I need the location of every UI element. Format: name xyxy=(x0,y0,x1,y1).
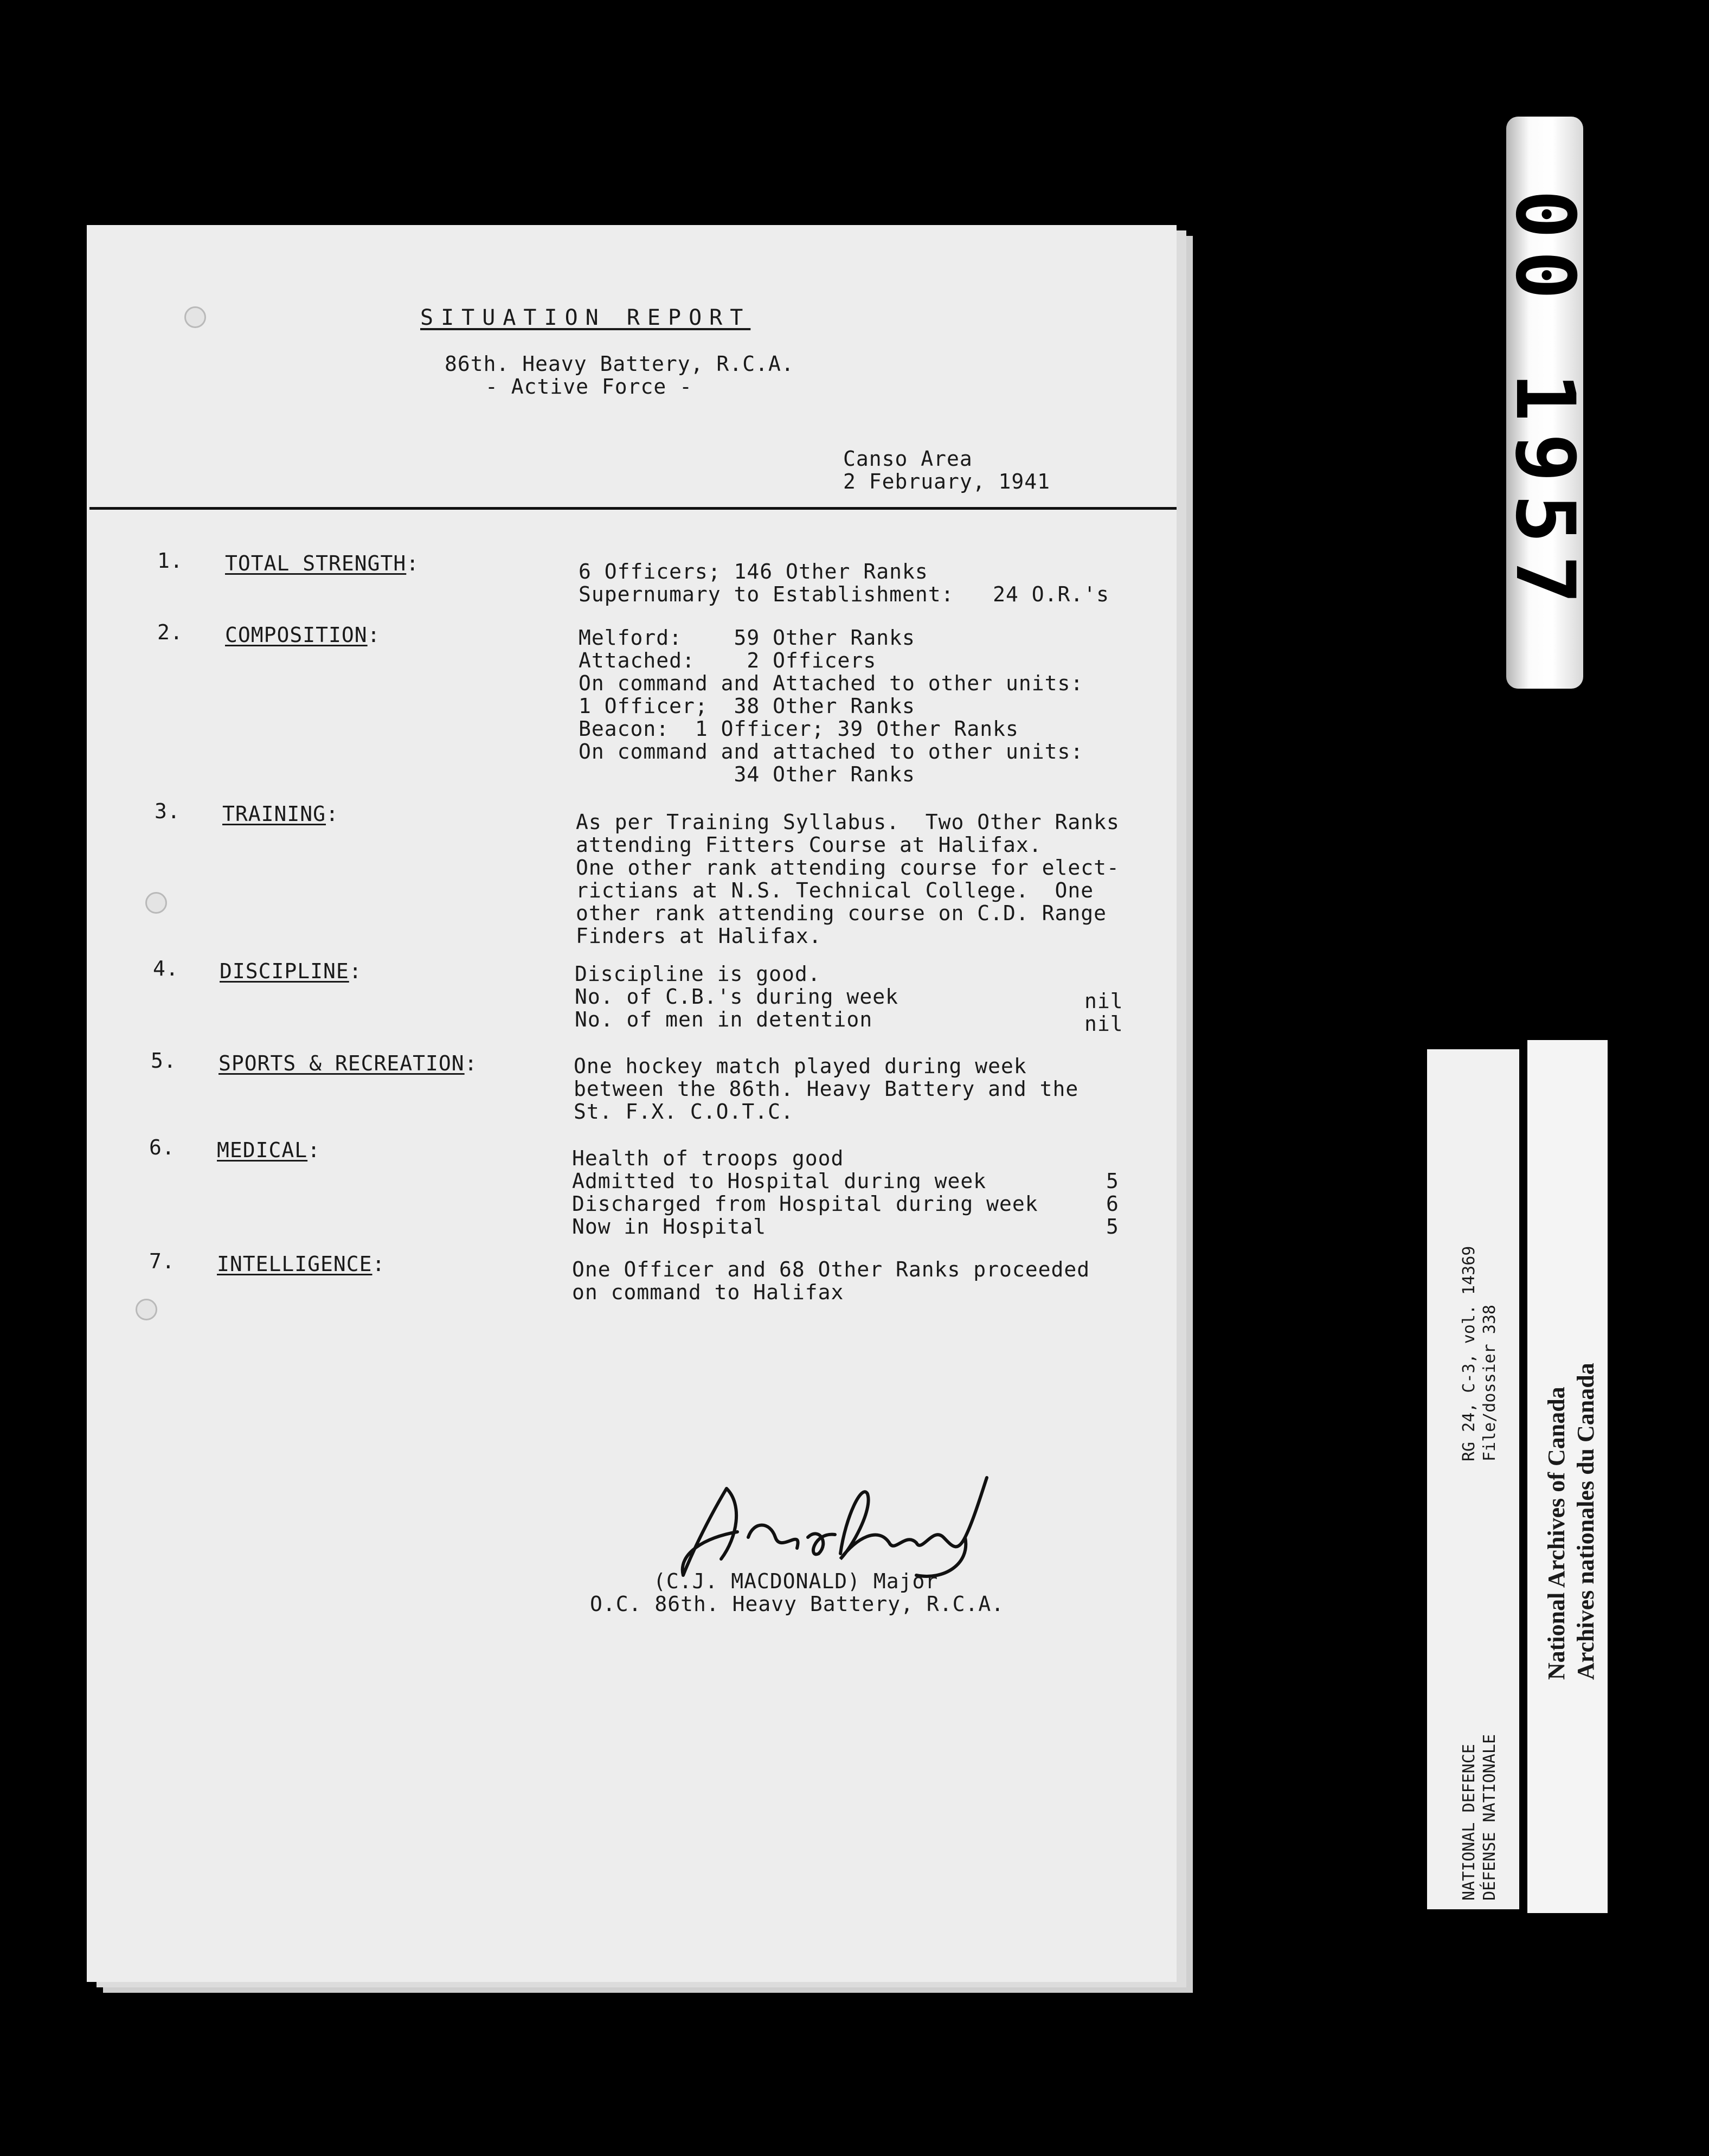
item-heading: SPORTS & RECREATION: xyxy=(219,1051,478,1075)
item-line: attending Fitters Course at Halifax. xyxy=(576,833,1042,857)
item-line: Supernumary to Establishment: 24 O.R.'s xyxy=(579,582,1109,606)
item-line: No. of C.B.'s during week xyxy=(575,985,898,1009)
item-number: 6. xyxy=(149,1135,175,1159)
frame-number-strip xyxy=(1498,117,1592,689)
heading-colon: : xyxy=(372,1252,386,1276)
item-line: Melford: 59 Other Ranks xyxy=(579,626,915,650)
document-page xyxy=(87,225,1177,1982)
item-value: nil xyxy=(1084,1012,1123,1036)
item-value: 5 xyxy=(1106,1215,1119,1239)
item-number: 5. xyxy=(151,1049,177,1073)
item-number: 1. xyxy=(157,549,183,573)
item-line: No. of men in detention xyxy=(575,1008,873,1031)
item-line: As per Training Syllabus. Two Other Ranks xyxy=(576,810,1120,834)
report-place: Canso Area xyxy=(843,447,973,471)
item-line: on command to Halifax xyxy=(572,1280,844,1304)
heading-colon: : xyxy=(406,551,420,575)
reference-line2: File/dossier 338 xyxy=(1480,1305,1499,1461)
reference-line1: RG 24, C-3, vol. 14369 xyxy=(1460,1246,1479,1461)
punch-hole xyxy=(136,1299,157,1320)
item-line: other rank attending course on C.D. Range xyxy=(576,901,1107,925)
heading-colon: : xyxy=(464,1051,478,1075)
item-line: between the 86th. Heavy Battery and the xyxy=(574,1077,1079,1101)
item-line: Attached: 2 Officers xyxy=(579,649,877,672)
archive-reference-label xyxy=(1427,1049,1519,1909)
item-heading: MEDICAL: xyxy=(217,1138,321,1162)
archives-name-en: National Archives of Canada xyxy=(1543,1387,1570,1680)
archives-name-fr: Archives nationales du Canada xyxy=(1572,1363,1599,1680)
item-line: Now in Hospital xyxy=(572,1215,767,1239)
item-line: One Officer and 68 Other Ranks proceeded xyxy=(572,1257,1090,1281)
item-number: 2. xyxy=(157,620,183,644)
item-line: St. F.X. C.O.T.C. xyxy=(574,1100,794,1124)
item-line: Discharged from Hospital during week xyxy=(572,1192,1038,1216)
header-rule xyxy=(89,507,1177,510)
signatory-name: (C.J. MACDONALD) Major xyxy=(653,1569,939,1593)
item-heading: TOTAL STRENGTH: xyxy=(225,551,420,575)
item-line: On command and Attached to other units: xyxy=(579,671,1084,695)
item-value: nil xyxy=(1084,989,1123,1013)
heading-colon: : xyxy=(307,1138,321,1162)
punch-hole xyxy=(184,306,206,328)
heading-colon: : xyxy=(349,959,362,983)
item-line: Admitted to Hospital during week xyxy=(572,1169,987,1193)
item-line: On command and attached to other units: xyxy=(579,740,1084,763)
force-designation: - Active Force - xyxy=(485,375,693,399)
item-line: 6 Officers; 146 Other Ranks xyxy=(579,560,928,583)
item-line: 1 Officer; 38 Other Ranks xyxy=(579,694,915,718)
punch-hole xyxy=(145,892,167,914)
item-heading: INTELLIGENCE: xyxy=(217,1252,386,1276)
item-line: Beacon: 1 Officer; 39 Other Ranks xyxy=(579,717,1019,741)
item-line: One other rank attending course for elect- xyxy=(576,856,1120,880)
heading-colon: : xyxy=(326,802,339,826)
item-heading: COMPOSITION: xyxy=(225,623,381,647)
item-number: 4. xyxy=(153,957,179,980)
item-line: 34 Other Ranks xyxy=(579,762,915,786)
item-line: rictians at N.S. Technical College. One xyxy=(576,878,1094,902)
item-line: One hockey match played during week xyxy=(574,1054,1027,1078)
item-number: 7. xyxy=(149,1249,175,1273)
heading-colon: : xyxy=(367,623,381,647)
department-fr: DÉFENSE NATIONALE xyxy=(1480,1734,1499,1901)
unit-name: 86th. Heavy Battery, R.C.A. xyxy=(445,352,794,376)
archives-label xyxy=(1527,1040,1608,1913)
item-line: Health of troops good xyxy=(572,1146,844,1170)
frame-number: 00 1957 xyxy=(1498,189,1592,616)
item-heading: DISCIPLINE: xyxy=(220,959,362,983)
item-line: Discipline is good. xyxy=(575,962,821,986)
report-title: SITUATION REPORT xyxy=(420,305,751,330)
item-value: 6 xyxy=(1106,1192,1119,1216)
signatory-title: O.C. 86th. Heavy Battery, R.C.A. xyxy=(590,1592,1005,1616)
item-number: 3. xyxy=(155,799,181,823)
item-line: Finders at Halifax. xyxy=(576,924,822,948)
item-heading: TRAINING: xyxy=(222,802,339,826)
item-value: 5 xyxy=(1106,1169,1119,1193)
report-date: 2 February, 1941 xyxy=(843,470,1051,493)
department-en: NATIONAL DEFENCE xyxy=(1460,1744,1479,1901)
